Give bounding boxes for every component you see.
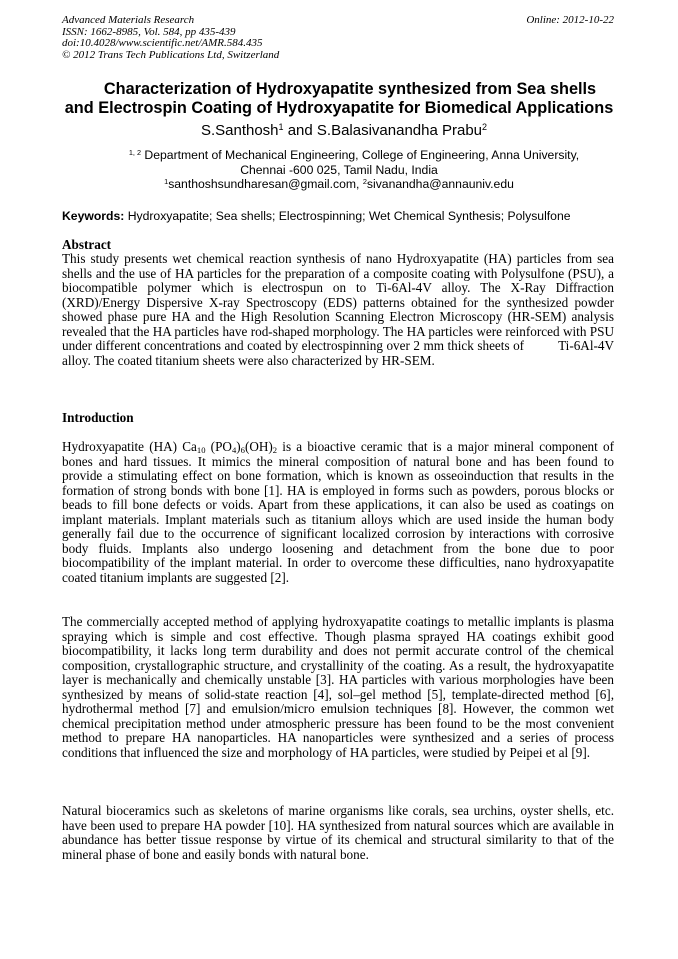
title-line-1: Characterization of Hydroxyapatite synthesized from Sea shells xyxy=(103,80,597,98)
formula-subscript: 6 xyxy=(240,445,245,456)
journal-name: Advanced Materials Research xyxy=(62,14,195,26)
author-1: S.Santhosh xyxy=(200,122,279,139)
email-2-mark: 2 xyxy=(362,176,367,186)
doi-line: doi:10.4028/www.scientific.net/AMR.584.435 xyxy=(62,37,263,49)
online-date: Online: 2012-10-22 xyxy=(526,14,614,26)
copyright-line: © 2012 Trans Tech Publications Ltd, Switzerland xyxy=(62,48,280,61)
formula-subscript: 2 xyxy=(272,445,278,456)
p3-text: Natural bioceramics such as skeletons of marine organisms like corals, sea urchins, oyster shells, etc. have been used to prepare HA powder [10]. HA synthesized from natural sources which are available in abundance has better tissue response by virtue of its chemical and structural similarity to that of the mineral phase of bone and easily bonds with natural bone. xyxy=(62,803,614,862)
email-line xyxy=(0,177,678,192)
intro-paragraph-1 xyxy=(62,440,614,585)
author-1-affiliation-mark: 1 xyxy=(278,122,284,133)
intro-paragraph-2 xyxy=(62,615,614,760)
abstract-text-part-1: This study presents wet chemical reaction synthesis of nano Hydroxyapatite (HA) particles from sea shells and the use of HA particles for the preparation of a composite coating with Polysulfone (PSU), a biocompatible polymer which is electrospun on to Ti-6Al-4V alloy. The X-Ray Diffraction (XRD)/Energy Dispersive X-ray Spectroscopy (EDS) patterns obtained for the synthesized powder showed phase pure HA and the High Resolution Scanning Electron Microscopy (HR-SEM) analysis revealed that the HA particles have rod-shaped morphology. The HA particles were reinforced with PSU under different concentrations and coated by electrospinning over 2 mm thick sheets of xyxy=(62,251,614,354)
formula-part: (PO xyxy=(205,439,232,454)
formula-subscript: 4 xyxy=(231,445,237,456)
affiliation-line-2: Chennai -600 025, Tamil Nadu, India xyxy=(240,162,438,177)
paper-title xyxy=(0,80,678,118)
introduction-heading: Introduction xyxy=(62,410,134,425)
author-connector: and xyxy=(283,122,317,139)
keywords-line xyxy=(62,209,571,223)
title-line-2: and Electrospin Coating of Hydroxyapatite for Biomedical Applications xyxy=(64,99,614,117)
abstract-heading: Abstract xyxy=(62,237,112,252)
formula-part: (OH) xyxy=(244,439,273,454)
author-2: S.Balasivanandha Prabu xyxy=(316,122,483,139)
department: Department of Mechanical Engineering, College of Engineering, Anna University, xyxy=(141,148,580,162)
intro-paragraph-3 xyxy=(62,804,614,862)
email-2[interactable]: sivanandha@annauniv.edu xyxy=(366,177,514,191)
keywords-text: Hydroxyapatite; Sea shells; Electrospinning; Wet Chemical Synthesis; Polysulfone xyxy=(124,209,571,223)
p2-text: The commercially accepted method of applying hydroxyapatite coatings to metallic implants is plasma spraying which is simple and cost effective. Though plasma sprayed HA coatings exhibit good biocompatibility, it lacks long term durability and does not permit accurate control of the chemical composition, crystallographic structure, and crystallinity of the coating. As a result, the hydroxyapatite layer is mechanically and chemically unstable [3]. HA particles with various morphologies have been synthesized by means of solid-state reaction [4], sol–gel method [5], template-directed method [6], hydrothermal method [7] and emulsion/micro emulsion techniques [8]. However, the common wet chemical precipitation method under atmospheric pressure has been found to be the most convenient method to prepare HA nanoparticles. HA nanoparticles were synthesized and a series of process conditions that influenced the size and morphology of HA particles, were studied by Peipei et al [9]. xyxy=(62,614,614,760)
abstract-text xyxy=(62,252,614,368)
affiliation-line-1 xyxy=(0,148,678,163)
formula-subscript: 10 xyxy=(196,445,206,456)
email-1-mark: 1 xyxy=(164,176,169,186)
p1-text-start: Hydroxyapatite (HA) Ca xyxy=(62,439,197,454)
p1-text-rest: is a bioactive ceramic that is a major mineral component of bones and hard tissues. It mimics the mineral composition of natural bone and has been found to provide a stimulating effect on bone formation, which is known as osseoinduction that results in the formation of strong bonds with bone [1]. HA is employed in forms such as powders, porous blocks or beads to fill bone defects or voids. Apart from these applications, it can also be used as coatings on implant materials. Implant materials such as titanium alloys which are used inside the human body generally fail due to the occurrence of significant localized corrosion by interactions with corrosive body fluids. Implants also undergo loosening and detachment from the bone due to poor biocompatibility of the implant material. In order to overcome these difficulties, nano hydroxyapatite coated titanium implants are suggested [2]. xyxy=(62,439,614,585)
affiliation-marks: 1, 2 xyxy=(128,147,142,157)
author-list xyxy=(0,122,678,140)
affiliation-block xyxy=(0,148,678,192)
formula-part: ) xyxy=(236,439,241,454)
author-2-affiliation-mark: 2 xyxy=(482,122,488,133)
journal-header xyxy=(62,15,279,61)
keywords-label: Keywords: xyxy=(62,209,125,223)
issn-line: ISSN: 1662-8985, Vol. 584, pp 435-439 xyxy=(62,25,236,38)
abstract-text-part-2: Ti-6Al-4V alloy. The coated titanium sheets were also characterized by HR-SEM. xyxy=(62,338,614,368)
email-1[interactable]: santhoshsundharesan@gmail.com, xyxy=(168,177,363,191)
